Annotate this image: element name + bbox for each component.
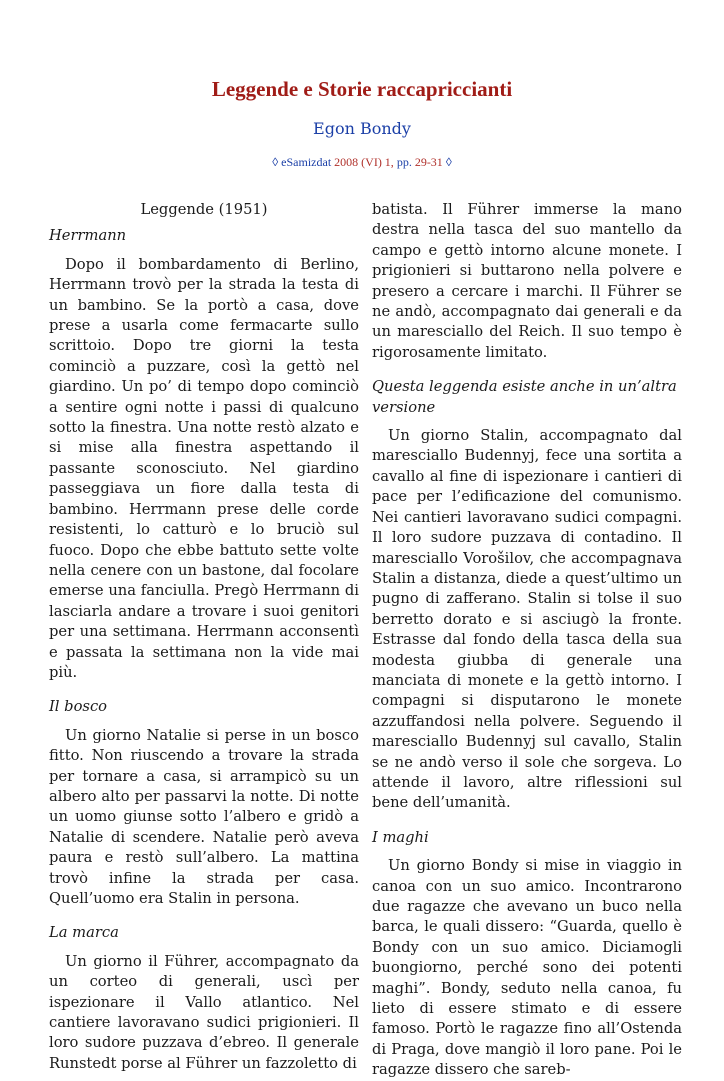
left-column	[49, 200, 359, 1074]
citation-pages: 29-31	[414, 155, 443, 169]
diamond-close-icon: ◊	[442, 155, 452, 169]
citation-line	[0, 155, 724, 170]
section-title: Leggende (1951)	[140, 201, 268, 218]
legend-heading: Herrmann	[49, 227, 127, 245]
legend-heading: La marca	[49, 924, 119, 942]
legend-text: Un giorno Bondy si mise in viaggio in canoa con un suo amico. Incontrarono due ragazze che avevano un buco nella barca, le quali dissero: “Guarda, quello è Bondy con un suo amico. Diciamogli buongiorno, perché sono dei potenti maghi”. Bondy, seduto nella canoa, fu lieto di essere stimato e di essere famoso. Portò le ragazze fino all’Ostenda di Praga, dove mangiò il loro pane. Poi le ragazze dissero che sareb-	[372, 857, 682, 1079]
continuation-text: batista. Il Führer immerse la mano destra nella tasca del suo mantello da campo e gettò intorno alcune monete. I prigionieri si buttarono nella polvere e presero a cercare i marchi. Il Führer se ne andò, accompagnato dai generali e da un maresciallo del Reich. Il suo tempo è rigorosamente limitato.	[372, 201, 682, 361]
citation-volume: (VI) 1,	[361, 155, 394, 169]
legend-text: Un giorno Stalin, accompagnato dal maresciallo Budennyj, fece una sortita a cavallo al fine di ispezionare i cantieri di pace per l’edificazione del comunismo. Nei cantieri lavoravano sudici compagni. Il loro sudore puzzava di contadino. Il maresciallo Vorošilov, che accompagnava Stalin a distanza, diede a quest’ultimo un pugno di zafferano. Stalin si tolse il suo berretto dorato e si asciugò la fronte. Estrasse dal fondo della tasca della sua modesta giubba di generale una manciata di monete e la gettò intorno. I compagni si disputarono le monete azzuffandosi nella polvere. Seguendo il maresciallo Budennyj sul cavallo, Stalin se ne andò verso il sole che sorgeva. Lo attende il lavoro, altre riflessioni sul bene dell’umanità.	[372, 427, 682, 812]
paper-author: Egon Bondy	[313, 119, 411, 138]
legend-heading: I maghi	[372, 828, 429, 846]
legend-heading: Il bosco	[49, 698, 108, 716]
citation-pages-label: pp.	[396, 155, 412, 169]
citation-journal[interactable]: eSamizdat	[281, 155, 332, 169]
legend-text: Un giorno il Führer, accompagnato da un corteo di generali, uscì per ispezionare il Vallo atlantico. Nel cantiere lavoravano sudici prigionieri. Il loro sudore puzzava d’ebreo. Il generale Runstedt porse al Führer un fazzoletto di	[49, 952, 359, 1072]
right-column	[372, 200, 682, 1081]
diamond-open-icon: ◊	[272, 155, 282, 169]
citation-year: 2008	[334, 155, 359, 169]
legend-text: Un giorno Natalie si perse in un bosco fitto. Non riuscendo a trovare la strada per tornare a casa, si arrampicò su un albero alto per passarvi la notte. Di notte un uomo giunse sotto l’albero e gridò a Natalie di scendere. Natalie però aveva paura e restò sull’albero. La mattina trovò infine la strada per casa. Quell’uomo era Stalin in persona.	[49, 726, 359, 907]
legend-text: Dopo il bombardamento di Berlino, Herrmann trovò per la strada la testa di un bambino. Se la portò a casa, dove prese a usarla come fermacarte sullo scrittoio. Dopo tre giorni la testa cominciò a puzzare, così la gettò nel giardino. Un po’ di tempo dopo cominciò a sentire ogni notte i passi di qualcuno sotto la finestra. Una notte restò alzato e si mise alla finestra aspettando il passante sconosciuto. Nel giardino passeggiava un fiore dalla testa di bambino. Herrmann prese delle corde resistenti, lo catturò e lo bruciò sul fuoco. Dopo che ebbe battuto sette volte nella cenere con un bastone, dal focolare emerse una fanciulla. Pregò Herrmann di lasciarla andare a trovare i suoi genitori per una settimana. Herrmann acconsentì e passata la settimana non la vide mai più.	[49, 255, 359, 681]
legend-heading: Questa leggenda esiste anche in un’altra versione	[372, 378, 677, 416]
paper-title: Leggende e Storie raccapriccianti	[211, 77, 513, 101]
